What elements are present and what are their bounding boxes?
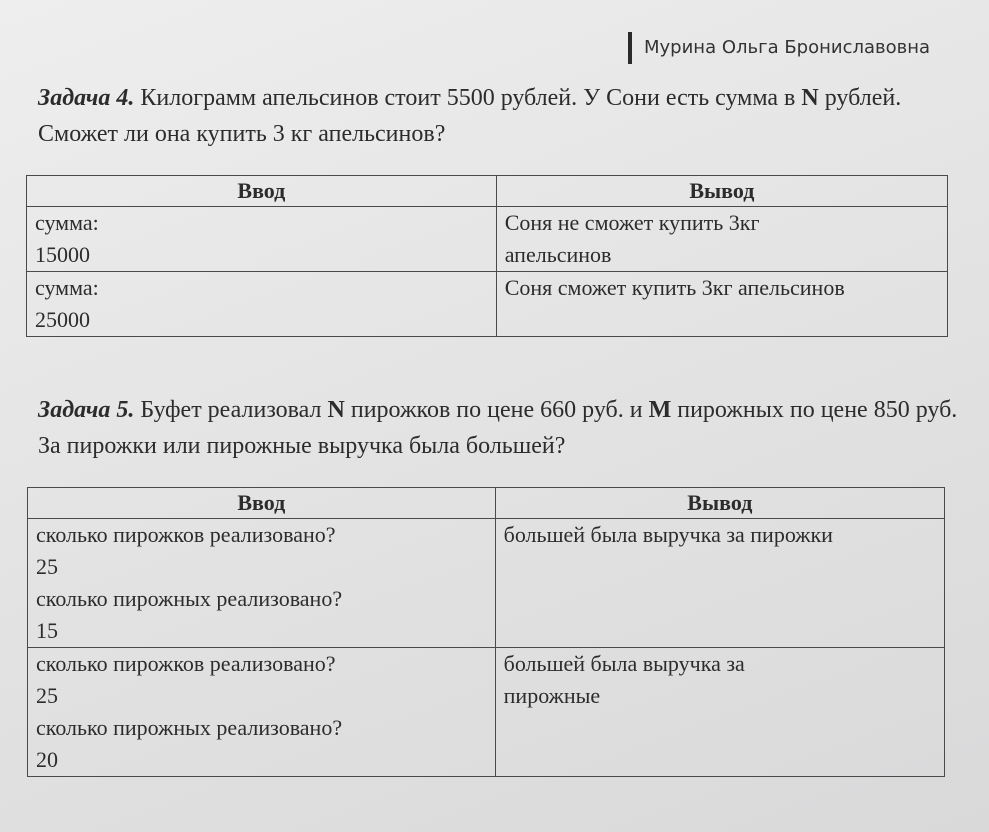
cell-line: 20 bbox=[36, 747, 58, 772]
cell-line: сумма: bbox=[35, 275, 99, 300]
cell-line: сколько пирожков реализовано? bbox=[36, 522, 336, 547]
output-cell bbox=[495, 648, 944, 777]
cell-line: 25000 bbox=[35, 307, 90, 332]
table-header-row bbox=[27, 176, 948, 207]
task5-statement bbox=[38, 392, 958, 464]
input-cell bbox=[27, 207, 497, 272]
cell-line: сколько пирожных реализовано? bbox=[36, 586, 343, 611]
header-output: Вывод bbox=[495, 488, 944, 519]
cell-line: сколько пирожных реализовано? bbox=[36, 715, 343, 740]
table-header-row bbox=[28, 488, 945, 519]
cell-line: большей была выручка за пирожки bbox=[503, 522, 833, 547]
cell-line: 15 bbox=[36, 618, 58, 643]
header-output: Вывод bbox=[496, 176, 947, 207]
task4-text-part2: рублей. Сможет ли она купить 3 кг апельсинов? bbox=[38, 85, 902, 147]
table-row bbox=[27, 207, 948, 272]
cell-line: 25 bbox=[36, 683, 58, 708]
task5-label: Задача 5. bbox=[38, 397, 135, 423]
input-cell bbox=[28, 519, 496, 648]
input-cell bbox=[28, 648, 496, 777]
task5-text-part3: пирожных по цене 850 руб. За пирожки или пирожные выручка была большей? bbox=[38, 397, 958, 459]
task4-table bbox=[26, 175, 948, 337]
cell-line: сколько пирожков реализовано? bbox=[36, 651, 336, 676]
table-row bbox=[28, 519, 945, 648]
output-cell bbox=[495, 519, 944, 648]
output-cell bbox=[496, 207, 947, 272]
cell-line: пирожные bbox=[503, 683, 601, 708]
task4-label: Задача 4. bbox=[38, 85, 135, 111]
task4-variable-n: N bbox=[801, 85, 819, 111]
cell-line: Соня сможет купить 3кг апельсинов bbox=[504, 275, 845, 300]
input-cell bbox=[27, 272, 497, 337]
output-cell bbox=[496, 272, 947, 337]
task5-table bbox=[27, 487, 945, 777]
cell-line: 15000 bbox=[35, 242, 90, 267]
cell-line: апельсинов bbox=[504, 242, 612, 267]
cell-line: большей была выручка за bbox=[503, 651, 745, 676]
task4-statement bbox=[38, 80, 958, 152]
author-name: Мурина Ольга Брониславовна bbox=[628, 32, 930, 64]
task4-text-part1: Килограмм апельсинов стоит 5500 рублей. У Сони есть сумма в bbox=[134, 85, 802, 111]
task5-variable-m: М bbox=[648, 397, 672, 423]
header-input: Ввод bbox=[28, 488, 496, 519]
cell-line: Соня не сможет купить 3кг bbox=[504, 210, 760, 235]
task5-text-part1: Буфет реализовал bbox=[134, 397, 328, 423]
task5-text-part2: пирожков по цене 660 руб. и bbox=[344, 397, 649, 423]
header-input: Ввод bbox=[27, 176, 497, 207]
table-row bbox=[28, 648, 945, 777]
cell-line: сумма: bbox=[35, 210, 99, 235]
task5-variable-n: N bbox=[327, 397, 345, 423]
table-row bbox=[27, 272, 948, 337]
cell-line: 25 bbox=[36, 554, 58, 579]
